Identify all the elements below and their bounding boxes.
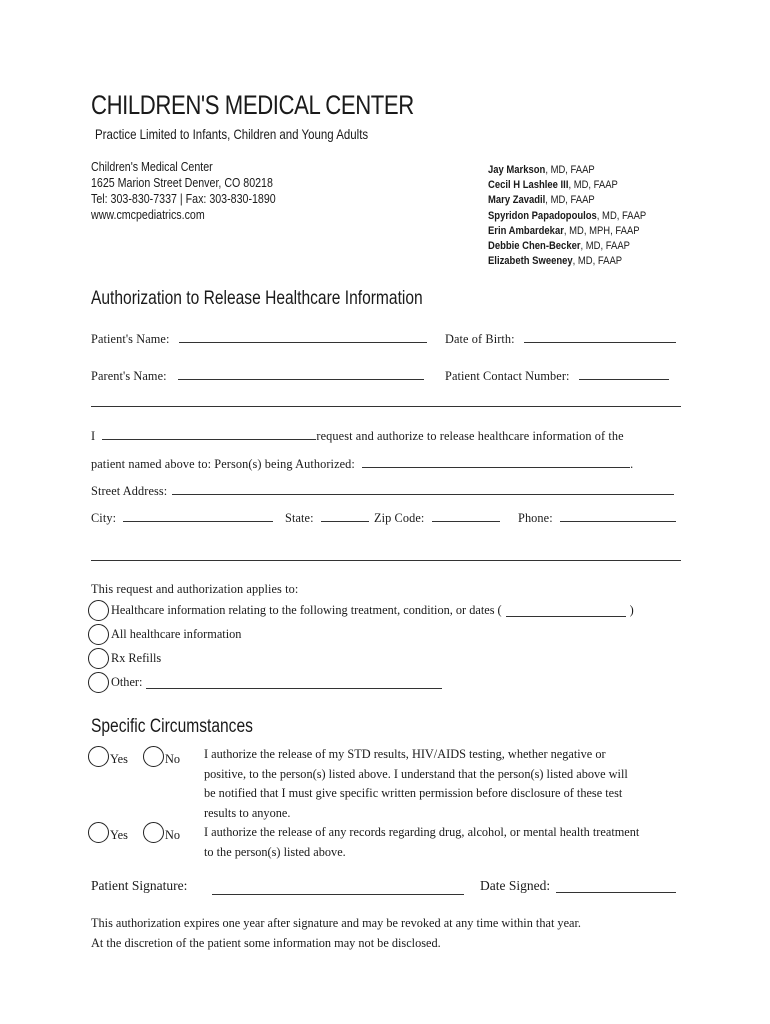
phone-label: Phone: xyxy=(518,511,553,525)
yes-label: Yes xyxy=(110,752,128,766)
divider xyxy=(91,560,681,561)
dob-field[interactable] xyxy=(524,331,676,343)
doctor-entry: Erin Ambardekar, MD, MPH, FAAP xyxy=(488,224,640,237)
phone-row xyxy=(518,510,676,526)
radio-circle-icon[interactable] xyxy=(88,600,109,621)
i-label: I xyxy=(91,429,96,443)
doctor-entry: Cecil H Lashlee III, MD, FAAP xyxy=(488,179,618,192)
option-treatment[interactable] xyxy=(88,600,634,621)
date-signed-label: Date Signed: xyxy=(480,878,551,893)
no-label: No xyxy=(165,752,181,766)
address-line: 1625 Marion Street Denver, CO 80218 xyxy=(91,175,273,190)
contact-field[interactable] xyxy=(579,368,669,380)
text-line: to the person(s) listed above. xyxy=(204,844,346,859)
treatment-dates-field[interactable] xyxy=(506,605,626,617)
city-label: City: xyxy=(91,511,117,525)
date-signed-field[interactable] xyxy=(556,892,676,893)
footer-notice xyxy=(91,914,581,953)
parent-name-field[interactable] xyxy=(178,368,424,380)
text-line: results to anyone. xyxy=(204,805,291,820)
radio-circle-icon[interactable] xyxy=(143,746,164,767)
radio-circle-icon[interactable] xyxy=(88,624,109,645)
city-field[interactable] xyxy=(123,510,273,522)
option-rx-refills[interactable] xyxy=(88,648,161,669)
radio-circle-icon[interactable] xyxy=(88,746,109,767)
zip-row xyxy=(374,510,500,526)
doctor-entry: Spyridon Papadopoulos, MD, FAAP xyxy=(488,209,647,222)
state-row xyxy=(285,510,369,526)
street-row xyxy=(91,483,674,499)
authorized-person-field[interactable] xyxy=(362,456,630,468)
drug-no-option[interactable] xyxy=(143,822,180,843)
option-other[interactable] xyxy=(88,672,442,693)
text-line: be notified that I must give specific written permission before disclosure of these test xyxy=(204,786,623,800)
contact-label: Patient Contact Number: xyxy=(445,369,570,383)
form-title: Authorization to Release Healthcare Information xyxy=(91,288,423,309)
std-yes-option[interactable] xyxy=(88,746,128,767)
street-label: Street Address: xyxy=(91,484,168,498)
option-label: Healthcare information relating to the following treatment, condition, or dates ( xyxy=(111,603,502,617)
other-field[interactable] xyxy=(146,677,442,689)
option-all-info[interactable] xyxy=(88,624,241,645)
authorizer-name-field[interactable] xyxy=(102,428,316,440)
state-label: State: xyxy=(285,511,314,525)
contact-row xyxy=(445,368,669,384)
text-line: positive, to the person(s) listed above. I understand that the person(s) listed above will xyxy=(204,766,628,781)
divider xyxy=(91,406,681,407)
period: . xyxy=(630,457,634,471)
yes-label: Yes xyxy=(110,828,128,842)
org-subtitle: Practice Limited to Infants, Children and Young Adults xyxy=(95,126,369,142)
authorized-person-label: patient named above to: Person(s) being Authorized: xyxy=(91,457,355,471)
doctor-entry: Elizabeth Sweeney, MD, FAAP xyxy=(488,255,623,268)
radio-circle-icon[interactable] xyxy=(88,822,109,843)
phone-field[interactable] xyxy=(560,510,676,522)
radio-circle-icon[interactable] xyxy=(88,648,109,669)
option-suffix: ) xyxy=(629,603,634,617)
parent-name-label: Parent's Name: xyxy=(91,369,167,383)
doctor-list xyxy=(488,163,646,269)
option-label: All healthcare information xyxy=(111,627,242,641)
no-label: No xyxy=(165,828,181,842)
patient-name-row xyxy=(91,331,427,347)
patient-signature-field[interactable] xyxy=(212,894,464,895)
text-line: I authorize the release of my STD results, HIV/AIDS testing, whether negative or xyxy=(204,747,606,761)
authorizer-row xyxy=(91,428,624,444)
request-text: request and authorize to release healthcare information of the xyxy=(316,429,624,443)
address-line: Children's Medical Center xyxy=(91,159,213,174)
dob-row xyxy=(445,331,676,347)
radio-circle-icon[interactable] xyxy=(143,822,164,843)
parent-name-row xyxy=(91,368,424,384)
option-label: Rx Refills xyxy=(111,651,162,665)
std-consent-text xyxy=(204,745,628,823)
applies-text: This request and authorization applies to: xyxy=(91,582,299,596)
patient-signature-label: Patient Signature: xyxy=(91,878,188,893)
doctor-entry: Debbie Chen-Becker, MD, FAAP xyxy=(488,240,630,253)
patient-name-field[interactable] xyxy=(179,331,427,343)
street-field[interactable] xyxy=(172,483,674,495)
patient-name-label: Patient's Name: xyxy=(91,332,170,346)
org-name: CHILDREN'S MEDICAL CENTER xyxy=(91,90,414,120)
drug-yes-option[interactable] xyxy=(88,822,128,843)
address-line: Tel: 303-830-7337 | Fax: 303-830-1890 xyxy=(91,191,276,206)
state-field[interactable] xyxy=(321,510,369,522)
zip-label: Zip Code: xyxy=(374,511,425,525)
clinic-address xyxy=(91,159,276,223)
text-line: This authorization expires one year after signature and may be revoked at any time within that year. xyxy=(91,916,581,930)
text-line: I authorize the release of any records regarding drug, alcohol, or mental health treatment xyxy=(204,825,640,839)
authorized-person-row xyxy=(91,456,633,472)
website-link[interactable]: www.cmcpediatrics.com xyxy=(91,207,205,222)
doctor-entry: Jay Markson, MD, FAAP xyxy=(488,164,595,176)
option-label: Other: xyxy=(111,675,143,689)
doctor-entry: Mary Zavadil, MD, FAAP xyxy=(488,194,595,207)
city-row xyxy=(91,510,273,526)
drug-consent-text xyxy=(204,823,639,862)
dob-label: Date of Birth: xyxy=(445,332,515,346)
zip-field[interactable] xyxy=(432,510,500,522)
radio-circle-icon[interactable] xyxy=(88,672,109,693)
std-no-option[interactable] xyxy=(143,746,180,767)
text-line: At the discretion of the patient some information may not be disclosed. xyxy=(91,935,441,950)
specific-title: Specific Circumstances xyxy=(91,716,253,737)
